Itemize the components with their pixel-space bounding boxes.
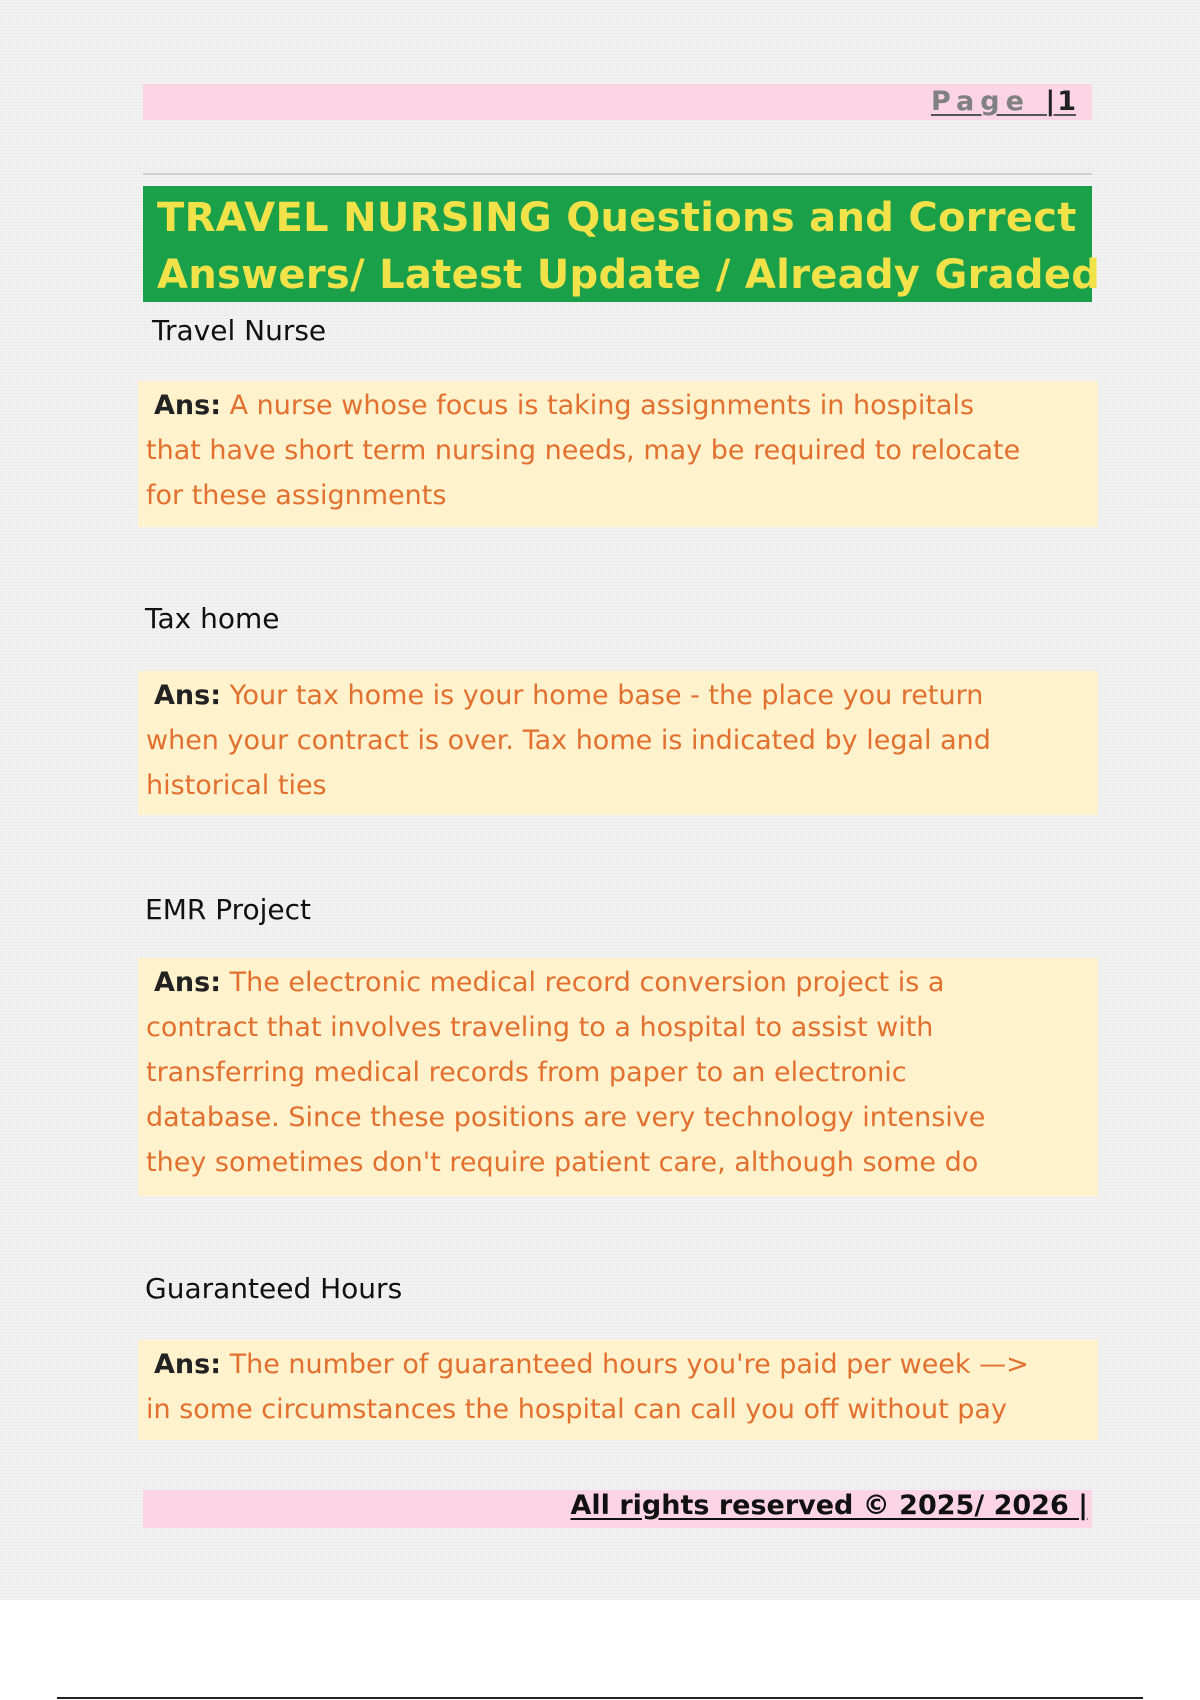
answer-line: transferring medical records from paper to an electronic bbox=[146, 1057, 907, 1088]
header-divider bbox=[143, 173, 1092, 175]
answer-line: in some circumstances the hospital can call you off without pay bbox=[146, 1394, 1007, 1425]
answer-line: when your contract is over. Tax home is indicated by legal and bbox=[146, 725, 991, 756]
answer-text: Your tax home is your home base - the place you return bbox=[229, 680, 984, 711]
answer-box-guaranteed-hours bbox=[138, 1340, 1098, 1440]
page-bottom-rule bbox=[57, 1697, 1143, 1699]
page-footer bbox=[143, 1490, 1092, 1528]
answer-line: historical ties bbox=[146, 770, 327, 801]
answer-line: contract that involves traveling to a hospital to assist with bbox=[146, 1012, 934, 1043]
answer-line: they sometimes don't require patient care, although some do bbox=[146, 1147, 979, 1178]
page-header bbox=[143, 84, 1092, 120]
answer-label: Ans: bbox=[154, 390, 221, 421]
document-title-line-1: TRAVEL NURSING Questions and Correct bbox=[157, 195, 1077, 241]
answer-text: The electronic medical record conversion project is a bbox=[229, 967, 945, 998]
answer-line: that have short term nursing needs, may be required to relocate bbox=[146, 435, 1021, 466]
answer-line bbox=[146, 1342, 1092, 1387]
answer-label: Ans: bbox=[154, 967, 221, 998]
page-number: 1 bbox=[1057, 86, 1076, 117]
term-travel-nurse: Travel Nurse bbox=[152, 314, 327, 347]
answer-line bbox=[146, 960, 1092, 1005]
answer-line: database. Since these positions are very technology intensive bbox=[146, 1102, 986, 1133]
answer-line bbox=[146, 673, 1092, 718]
answer-text: The number of guaranteed hours you're paid per week —> bbox=[229, 1349, 1029, 1380]
answer-text: A nurse whose focus is taking assignments in hospitals bbox=[229, 390, 975, 421]
page-separator: | bbox=[1045, 86, 1058, 117]
answer-box-emr-project bbox=[138, 958, 1098, 1196]
answer-line: for these assignments bbox=[146, 480, 447, 511]
document-title-box bbox=[143, 186, 1101, 302]
document-title-line-2: Answers/ Latest Update / Already Graded bbox=[157, 252, 1101, 298]
answer-label: Ans: bbox=[154, 1349, 221, 1380]
copyright-notice: All rights reserved © 2025/ 2026 | bbox=[570, 1490, 1088, 1521]
term-tax-home: Tax home bbox=[145, 602, 280, 635]
term-emr-project: EMR Project bbox=[145, 893, 312, 926]
term-guaranteed-hours: Guaranteed Hours bbox=[145, 1272, 403, 1305]
answer-box-travel-nurse bbox=[138, 381, 1098, 527]
page-number-label bbox=[931, 86, 1076, 117]
answer-label: Ans: bbox=[154, 680, 221, 711]
answer-box-tax-home bbox=[138, 671, 1098, 815]
answer-line bbox=[146, 383, 1092, 428]
page-word: Page bbox=[930, 86, 1030, 117]
